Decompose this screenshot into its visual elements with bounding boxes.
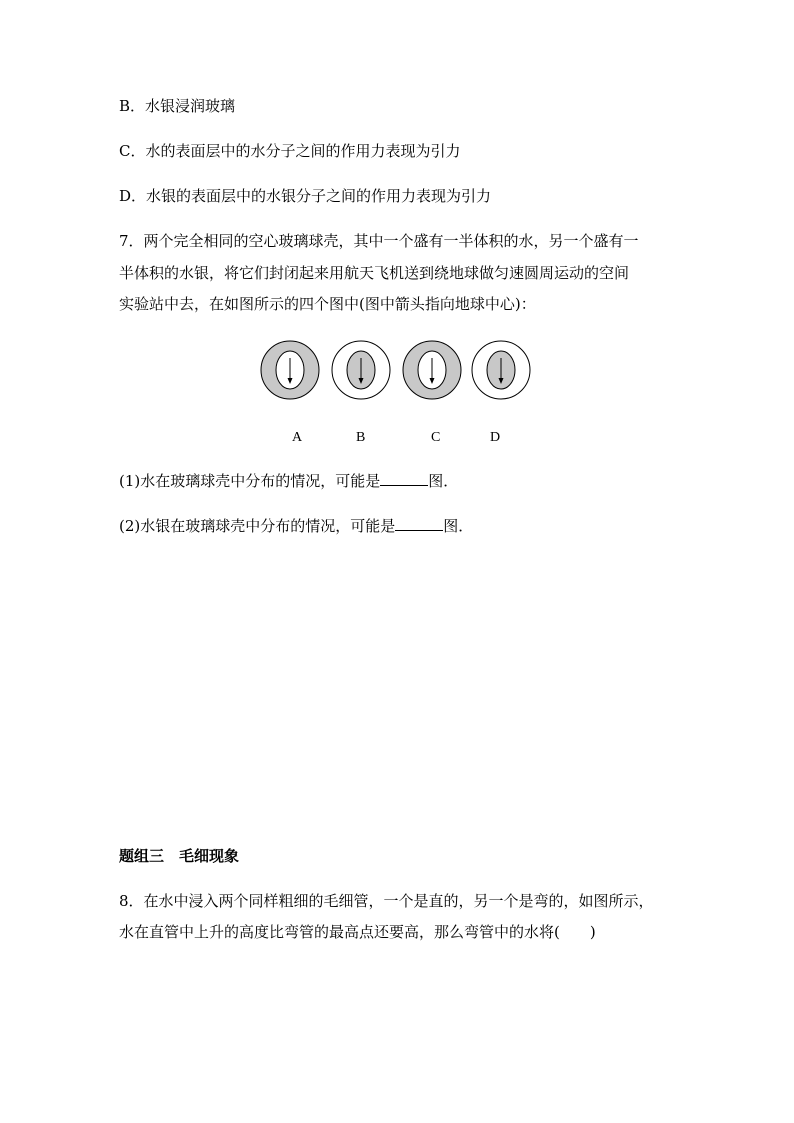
figure-a: [261, 341, 319, 399]
figure-d: [472, 341, 530, 399]
question-8-line-2: 水在直管中上升的高度比弯管的最高点还要高，那么弯管中的水将( ): [119, 923, 596, 941]
question-7-line-2: 半体积的水银，将它们封闭起来用航天飞机送到绕地球做匀速圆周运动的空间: [119, 264, 630, 282]
section-heading: 题组三 毛细现象: [119, 847, 240, 865]
figure-label-a: A: [292, 430, 303, 445]
option-c: C．水的表面层中的水分子之间的作用力表现为引力: [119, 142, 461, 160]
question-7-sub-1: [119, 471, 458, 491]
option-b: B．水银浸润玻璃: [119, 97, 236, 115]
question-8-line-1: 8．在水中浸入两个同样粗细的毛细管，一个是直的，另一个是弯的，如图所示，: [119, 892, 654, 910]
figure-label-c: C: [431, 430, 441, 445]
sub-1-suffix: 图．: [428, 472, 459, 490]
option-d: D．水银的表面层中的水银分子之间的作用力表现为引力: [119, 187, 492, 205]
question-7-line-1: 7．两个完全相同的空心玻璃球壳，其中一个盛有一半体积的水，另一个盛有一: [119, 232, 639, 250]
question-7-line-3: 实验站中去，在如图所示的四个图中(图中箭头指向地球中心)：: [119, 295, 536, 313]
figure-c: [403, 341, 461, 399]
answer-blank-2[interactable]: [395, 516, 443, 531]
question-7-sub-2: [119, 516, 473, 536]
figure-label-b: B: [356, 430, 366, 445]
glass-shell-figure: [258, 338, 538, 404]
sub-2-text: (2)水银在玻璃球壳中分布的情况，可能是: [119, 517, 396, 535]
answer-blank-1[interactable]: [380, 471, 428, 486]
sub-2-suffix: 图．: [443, 517, 474, 535]
figure-label-d: D: [490, 430, 501, 445]
figure-b: [332, 341, 390, 399]
sub-1-text: (1)水在玻璃球壳中分布的情况，可能是: [119, 472, 381, 490]
